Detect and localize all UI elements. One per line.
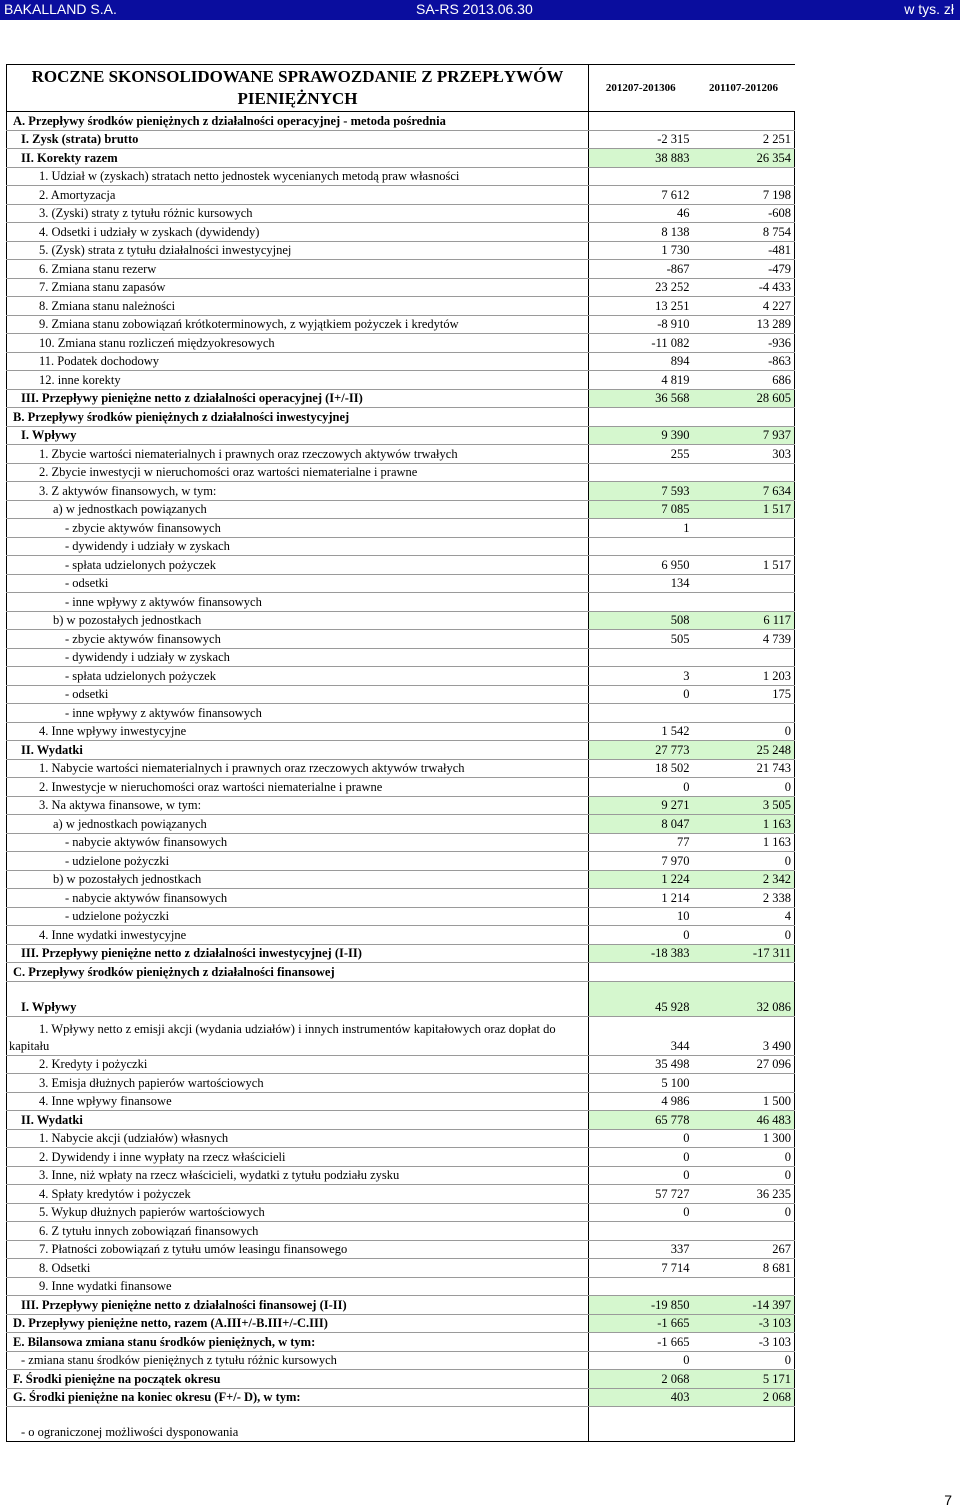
value-current-period: 403	[589, 1388, 693, 1407]
value-previous-period: 2 068	[693, 1388, 795, 1407]
value-previous-period: 1 163	[693, 833, 795, 852]
row-label: - inne wpływy z aktywów finansowych	[7, 704, 589, 723]
row-label: - zbycie aktywów finansowych	[7, 519, 589, 538]
value-current-period: 1 542	[589, 722, 693, 741]
value-current-period: 0	[589, 926, 693, 945]
row-label: b) w pozostałych jednostkach	[7, 611, 589, 630]
row-label: 3. Z aktywów finansowych, w tym:	[7, 482, 589, 501]
value-current-period: 344	[589, 1016, 693, 1055]
value-current-period: 0	[589, 1203, 693, 1222]
table-row	[7, 463, 795, 482]
table-row	[7, 815, 795, 834]
value-previous-period: -481	[693, 241, 795, 260]
value-current-period: -867	[589, 260, 693, 279]
cash-flow-body	[7, 65, 795, 1442]
table-row	[7, 297, 795, 316]
value-previous-period: 27 096	[693, 1055, 795, 1074]
value-current-period: 27 773	[589, 741, 693, 760]
value-previous-period: -3 103	[693, 1314, 795, 1333]
row-label: 3. Inne, niż wpłaty na rzecz właścicieli, wydatki z tytułu podziału zysku	[7, 1166, 589, 1185]
value-previous-period	[693, 167, 795, 186]
table-row	[7, 1185, 795, 1204]
value-previous-period: 1 517	[693, 500, 795, 519]
currency-unit: w tys. zł	[904, 1, 954, 17]
table-row	[7, 1240, 795, 1259]
table-row	[7, 704, 795, 723]
value-previous-period: 7 937	[693, 426, 795, 445]
value-current-period: 46	[589, 204, 693, 223]
value-previous-period: -14 397	[693, 1296, 795, 1315]
row-label: III. Przepływy pieniężne netto z działalności inwestycyjnej (I-II)	[7, 944, 589, 963]
value-current-period	[589, 593, 693, 612]
value-previous-period: -608	[693, 204, 795, 223]
company-name: BAKALLAND S.A.	[4, 1, 117, 17]
value-current-period	[589, 704, 693, 723]
table-row	[7, 722, 795, 741]
value-current-period: 7 085	[589, 500, 693, 519]
table-row	[7, 130, 795, 149]
value-previous-period: 267	[693, 1240, 795, 1259]
value-current-period: 1 214	[589, 889, 693, 908]
value-previous-period	[693, 574, 795, 593]
value-previous-period	[693, 1074, 795, 1093]
value-previous-period: 2 251	[693, 130, 795, 149]
row-label: a) w jednostkach powiązanych	[7, 815, 589, 834]
table-row	[7, 1074, 795, 1093]
page-number: 7	[944, 1492, 952, 1508]
table-row	[7, 1148, 795, 1167]
statement-title: ROCZNE SKONSOLIDOWANE SPRAWOZDANIE Z PRZEPŁYWÓW PIENIĘŻNYCH	[7, 65, 589, 112]
row-label: - odsetki	[7, 574, 589, 593]
value-current-period	[589, 167, 693, 186]
table-row	[7, 389, 795, 408]
row-label: E. Bilansowa zmiana stanu środków pieniężnych, w tym:	[7, 1333, 589, 1352]
row-label: 2. Kredyty i pożyczki	[7, 1055, 589, 1074]
value-previous-period: 303	[693, 445, 795, 464]
row-label: - spłata udzielonych pożyczek	[7, 667, 589, 686]
value-previous-period: 4 227	[693, 297, 795, 316]
table-row	[7, 630, 795, 649]
report-id: SA-RS 2013.06.30	[416, 1, 533, 17]
row-label: b) w pozostałych jednostkach	[7, 870, 589, 889]
row-label: 3. Na aktywa finansowe, w tym:	[7, 796, 589, 815]
value-current-period: -18 383	[589, 944, 693, 963]
table-row	[7, 445, 795, 464]
value-previous-period: 26 354	[693, 149, 795, 168]
value-current-period: 5 100	[589, 1074, 693, 1093]
table-row	[7, 833, 795, 852]
value-previous-period: 0	[693, 778, 795, 797]
value-current-period: 35 498	[589, 1055, 693, 1074]
row-label: 1. Udział w (zyskach) stratach netto jednostek wycenianych metodą praw własności	[7, 167, 589, 186]
page-header-bar	[0, 0, 960, 20]
row-label: II. Wydatki	[7, 741, 589, 760]
row-label: 7. Zmiana stanu zapasów	[7, 278, 589, 297]
value-current-period	[589, 408, 693, 427]
row-label: G. Środki pieniężne na koniec okresu (F+/- D), w tym:	[7, 1388, 589, 1407]
value-current-period: 337	[589, 1240, 693, 1259]
value-previous-period: 0	[693, 1351, 795, 1370]
value-current-period: 65 778	[589, 1111, 693, 1130]
row-label: - inne wpływy z aktywów finansowych	[7, 593, 589, 612]
row-label: 8. Zmiana stanu należności	[7, 297, 589, 316]
table-row	[7, 1092, 795, 1111]
value-current-period: 9 271	[589, 796, 693, 815]
value-previous-period: 686	[693, 371, 795, 390]
table-row	[7, 186, 795, 205]
row-label: 4. Spłaty kredytów i pożyczek	[7, 1185, 589, 1204]
table-row	[7, 981, 795, 1016]
table-row	[7, 1407, 795, 1442]
value-current-period: 8 138	[589, 223, 693, 242]
row-label: - dywidendy i udziały w zyskach	[7, 648, 589, 667]
table-row	[7, 500, 795, 519]
value-previous-period: 6 117	[693, 611, 795, 630]
value-current-period	[589, 112, 693, 131]
value-current-period: 0	[589, 1351, 693, 1370]
row-label: - nabycie aktywów finansowych	[7, 833, 589, 852]
table-row	[7, 223, 795, 242]
row-label: 4. Inne wpływy inwestycyjne	[7, 722, 589, 741]
value-previous-period: 0	[693, 1148, 795, 1167]
value-current-period	[589, 463, 693, 482]
row-label: 4. Inne wydatki inwestycyjne	[7, 926, 589, 945]
table-row	[7, 593, 795, 612]
table-row	[7, 1129, 795, 1148]
value-current-period: 77	[589, 833, 693, 852]
row-label: I. Zysk (strata) brutto	[7, 130, 589, 149]
table-row	[7, 315, 795, 334]
row-label: III. Przepływy pieniężne netto z działalności operacyjnej (I+/-II)	[7, 389, 589, 408]
value-current-period: 1 730	[589, 241, 693, 260]
table-row	[7, 1111, 795, 1130]
value-previous-period: 0	[693, 722, 795, 741]
row-label: I. Wpływy	[7, 981, 589, 1016]
value-current-period: -2 315	[589, 130, 693, 149]
value-previous-period: -936	[693, 334, 795, 353]
value-current-period: 45 928	[589, 981, 693, 1016]
value-previous-period: 1 203	[693, 667, 795, 686]
value-current-period	[589, 648, 693, 667]
row-label: II. Wydatki	[7, 1111, 589, 1130]
value-previous-period: 21 743	[693, 759, 795, 778]
table-row	[7, 1314, 795, 1333]
value-previous-period: 36 235	[693, 1185, 795, 1204]
value-previous-period: 5 171	[693, 1370, 795, 1389]
value-previous-period: 25 248	[693, 741, 795, 760]
value-previous-period: 4	[693, 907, 795, 926]
value-current-period: 1 224	[589, 870, 693, 889]
table-row	[7, 1016, 795, 1055]
row-label: 2. Amortyzacja	[7, 186, 589, 205]
table-row	[7, 556, 795, 575]
value-previous-period	[693, 1222, 795, 1241]
row-label: 6. Z tytułu innych zobowiązań finansowych	[7, 1222, 589, 1241]
table-row	[7, 648, 795, 667]
value-current-period: 23 252	[589, 278, 693, 297]
value-current-period: -8 910	[589, 315, 693, 334]
table-header-row	[7, 65, 795, 112]
value-current-period: 9 390	[589, 426, 693, 445]
cash-flow-table	[6, 64, 795, 1442]
value-previous-period: -479	[693, 260, 795, 279]
value-previous-period	[693, 519, 795, 538]
value-previous-period: 0	[693, 926, 795, 945]
value-previous-period: 0	[693, 1203, 795, 1222]
table-row	[7, 944, 795, 963]
table-row	[7, 1388, 795, 1407]
row-label: 9. Zmiana stanu zobowiązań krótkoterminowych, z wyjątkiem pożyczek i kredytów	[7, 315, 589, 334]
row-label: 9. Inne wydatki finansowe	[7, 1277, 589, 1296]
table-row	[7, 889, 795, 908]
row-label: 7. Płatności zobowiązań z tytułu umów leasingu finansowego	[7, 1240, 589, 1259]
table-row	[7, 167, 795, 186]
value-previous-period: 8 754	[693, 223, 795, 242]
value-previous-period	[693, 963, 795, 982]
row-label: 11. Podatek dochodowy	[7, 352, 589, 371]
table-row	[7, 1351, 795, 1370]
row-label: 3. Emisja dłużnych papierów wartościowych	[7, 1074, 589, 1093]
value-previous-period: 1 300	[693, 1129, 795, 1148]
value-current-period: 3	[589, 667, 693, 686]
value-current-period: 134	[589, 574, 693, 593]
table-row	[7, 260, 795, 279]
table-row	[7, 778, 795, 797]
table-row	[7, 371, 795, 390]
value-current-period: 1	[589, 519, 693, 538]
value-current-period: 10	[589, 907, 693, 926]
row-label: - zmiana stanu środków pieniężnych z tytułu różnic kursowych	[7, 1351, 589, 1370]
table-row	[7, 852, 795, 871]
value-current-period: 255	[589, 445, 693, 464]
table-row	[7, 204, 795, 223]
row-label: 8. Odsetki	[7, 1259, 589, 1278]
row-label: F. Środki pieniężne na początek okresu	[7, 1370, 589, 1389]
row-label: 1. Nabycie akcji (udziałów) własnych	[7, 1129, 589, 1148]
value-current-period: 18 502	[589, 759, 693, 778]
value-previous-period: -3 103	[693, 1333, 795, 1352]
value-current-period	[589, 1222, 693, 1241]
value-previous-period: 3 490	[693, 1016, 795, 1055]
table-row	[7, 907, 795, 926]
table-row	[7, 759, 795, 778]
row-label: A. Przepływy środków pieniężnych z działalności operacyjnej - metoda pośrednia	[7, 112, 589, 131]
value-current-period: -1 665	[589, 1314, 693, 1333]
value-current-period: 894	[589, 352, 693, 371]
row-label: - zbycie aktywów finansowych	[7, 630, 589, 649]
value-previous-period	[693, 112, 795, 131]
value-current-period: 7 714	[589, 1259, 693, 1278]
table-row	[7, 1222, 795, 1241]
row-label: 2. Zbycie inwestycji w nieruchomości oraz wartości niematerialne i prawne	[7, 463, 589, 482]
value-current-period: 4 819	[589, 371, 693, 390]
value-current-period: 7 612	[589, 186, 693, 205]
value-previous-period	[693, 408, 795, 427]
value-previous-period: 1 517	[693, 556, 795, 575]
value-previous-period: 32 086	[693, 981, 795, 1016]
value-previous-period: 4 739	[693, 630, 795, 649]
value-previous-period: -863	[693, 352, 795, 371]
table-row	[7, 241, 795, 260]
value-current-period: 38 883	[589, 149, 693, 168]
value-previous-period: 46 483	[693, 1111, 795, 1130]
row-label: - o ograniczonej możliwości dysponowania	[7, 1407, 589, 1442]
table-row	[7, 1370, 795, 1389]
value-current-period: 0	[589, 1129, 693, 1148]
value-previous-period	[693, 463, 795, 482]
value-current-period: 2 068	[589, 1370, 693, 1389]
value-current-period: 0	[589, 685, 693, 704]
row-label: 4. Odsetki i udziały w zyskach (dywidendy)	[7, 223, 589, 242]
value-previous-period: 1 500	[693, 1092, 795, 1111]
value-previous-period: 7 198	[693, 186, 795, 205]
row-label: a) w jednostkach powiązanych	[7, 500, 589, 519]
table-row	[7, 1259, 795, 1278]
table-row	[7, 1055, 795, 1074]
value-previous-period: 175	[693, 685, 795, 704]
row-label: 6. Zmiana stanu rezerw	[7, 260, 589, 279]
value-current-period: 7 970	[589, 852, 693, 871]
column-header-previous: 201107-201206	[693, 65, 795, 112]
row-label: 1. Nabycie wartości niematerialnych i prawnych oraz rzeczowych aktywów trwałych	[7, 759, 589, 778]
table-row	[7, 482, 795, 501]
table-row	[7, 352, 795, 371]
row-label: 3. (Zyski) straty z tytułu różnic kursowych	[7, 204, 589, 223]
table-row	[7, 796, 795, 815]
table-row	[7, 334, 795, 353]
table-row	[7, 870, 795, 889]
row-label: C. Przepływy środków pieniężnych z działalności finansowej	[7, 963, 589, 982]
value-current-period: 13 251	[589, 297, 693, 316]
table-row	[7, 537, 795, 556]
table-row	[7, 278, 795, 297]
table-row	[7, 1166, 795, 1185]
table-row	[7, 963, 795, 982]
value-previous-period	[693, 1277, 795, 1296]
row-label: - nabycie aktywów finansowych	[7, 889, 589, 908]
value-current-period: 0	[589, 1148, 693, 1167]
row-label: - spłata udzielonych pożyczek	[7, 556, 589, 575]
value-previous-period: 2 342	[693, 870, 795, 889]
row-label: 1. Zbycie wartości niematerialnych i prawnych oraz rzeczowych aktywów trwałych	[7, 445, 589, 464]
table-row	[7, 741, 795, 760]
value-previous-period	[693, 648, 795, 667]
value-current-period: 0	[589, 1166, 693, 1185]
row-label: 2. Dywidendy i inne wypłaty na rzecz właścicieli	[7, 1148, 589, 1167]
value-current-period: 7 593	[589, 482, 693, 501]
value-current-period	[589, 963, 693, 982]
value-previous-period: -4 433	[693, 278, 795, 297]
row-label: 2. Inwestycje w nieruchomości oraz wartości niematerialne i prawne	[7, 778, 589, 797]
value-current-period: 8 047	[589, 815, 693, 834]
table-row	[7, 1333, 795, 1352]
row-label: I. Wpływy	[7, 426, 589, 445]
row-label: 10. Zmiana stanu rozliczeń międzyokresowych	[7, 334, 589, 353]
table-row	[7, 574, 795, 593]
value-current-period: -11 082	[589, 334, 693, 353]
row-label: 5. (Zysk) strata z tytułu działalności inwestycyjnej	[7, 241, 589, 260]
row-label: 4. Inne wpływy finansowe	[7, 1092, 589, 1111]
column-header-current: 201207-201306	[589, 65, 693, 112]
table-row	[7, 112, 795, 131]
value-current-period: 36 568	[589, 389, 693, 408]
table-row	[7, 685, 795, 704]
value-previous-period: 2 338	[693, 889, 795, 908]
value-current-period: 0	[589, 778, 693, 797]
row-label: - dywidendy i udziały w zyskach	[7, 537, 589, 556]
table-row	[7, 611, 795, 630]
value-current-period: 508	[589, 611, 693, 630]
value-current-period: 4 986	[589, 1092, 693, 1111]
value-previous-period: 3 505	[693, 796, 795, 815]
value-previous-period: 1 163	[693, 815, 795, 834]
table-row	[7, 408, 795, 427]
value-current-period: 505	[589, 630, 693, 649]
row-label: - udzielone pożyczki	[7, 852, 589, 871]
table-row	[7, 667, 795, 686]
value-previous-period: 7 634	[693, 482, 795, 501]
value-current-period	[589, 1407, 693, 1442]
value-previous-period: 8 681	[693, 1259, 795, 1278]
table-row	[7, 149, 795, 168]
value-previous-period: -17 311	[693, 944, 795, 963]
value-previous-period: 13 289	[693, 315, 795, 334]
value-previous-period	[693, 704, 795, 723]
table-row	[7, 1277, 795, 1296]
value-previous-period: 0	[693, 852, 795, 871]
table-row	[7, 519, 795, 538]
value-current-period: 57 727	[589, 1185, 693, 1204]
table-row	[7, 426, 795, 445]
table-row	[7, 1203, 795, 1222]
row-label: - udzielone pożyczki	[7, 907, 589, 926]
row-label: - odsetki	[7, 685, 589, 704]
value-previous-period	[693, 1407, 795, 1442]
value-current-period: 6 950	[589, 556, 693, 575]
row-label: 1. Wpływy netto z emisji akcji (wydania udziałów) i innych instrumentów kapitałowych oraz dopłat do kapitału	[7, 1016, 589, 1055]
value-current-period	[589, 1277, 693, 1296]
value-previous-period: 0	[693, 1166, 795, 1185]
value-previous-period	[693, 593, 795, 612]
value-previous-period	[693, 537, 795, 556]
row-label: 5. Wykup dłużnych papierów wartościowych	[7, 1203, 589, 1222]
row-label: III. Przepływy pieniężne netto z działalności finansowej (I-II)	[7, 1296, 589, 1315]
value-previous-period: 28 605	[693, 389, 795, 408]
value-current-period	[589, 537, 693, 556]
row-label: B. Przepływy środków pieniężnych z działalności inwestycyjnej	[7, 408, 589, 427]
row-label: 12. inne korekty	[7, 371, 589, 390]
row-label: II. Korekty razem	[7, 149, 589, 168]
row-label: D. Przepływy pieniężne netto, razem (A.III+/-B.III+/-C.III)	[7, 1314, 589, 1333]
table-row	[7, 926, 795, 945]
table-row	[7, 1296, 795, 1315]
value-current-period: -19 850	[589, 1296, 693, 1315]
value-current-period: -1 665	[589, 1333, 693, 1352]
